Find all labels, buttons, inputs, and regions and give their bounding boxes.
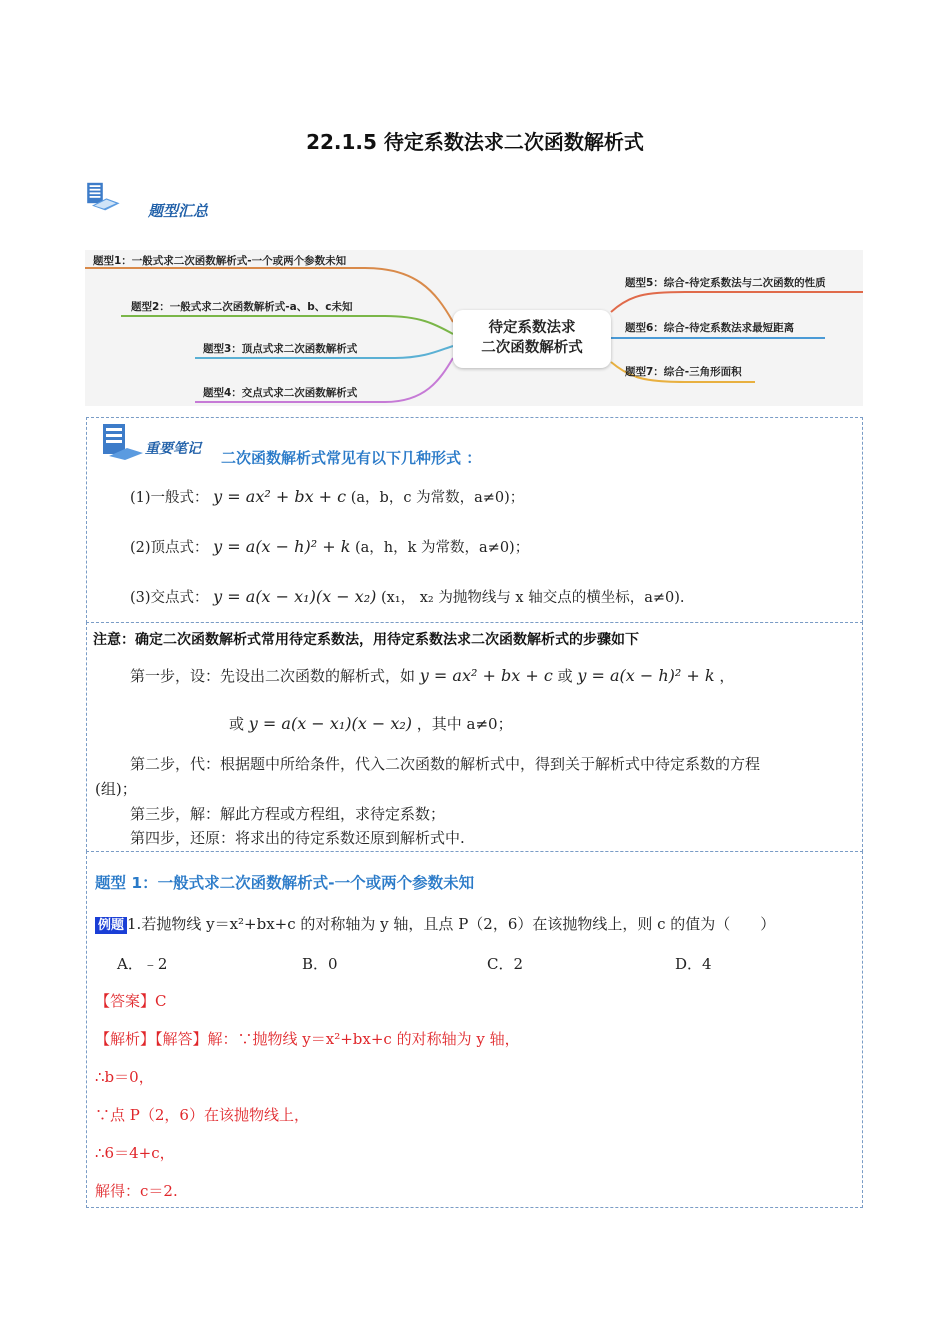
form-vertex-note: (a，h，k 为常数，a≠0)；	[355, 540, 530, 556]
step-1-cont	[229, 711, 513, 737]
option-a: A．﹣2	[117, 955, 168, 973]
mindmap-node-7: 题型7：综合-三角形面积	[625, 366, 742, 378]
mindmap-node-3: 题型3：顶点式求二次函数解析式	[203, 343, 358, 355]
step-1-expr3: y = a(x − x₁)(x − x₂)	[248, 714, 412, 733]
step-1-or: 或	[557, 667, 573, 685]
example-tag: 例题	[95, 917, 127, 934]
solution-line-5: 解得：c＝2.	[95, 1182, 178, 1200]
mindmap-node-5: 题型5：综合-待定系数法与二次函数的性质	[625, 277, 826, 289]
solution-line-1: 【解析】【解答】解：∵抛物线 y＝x²+bx+c 的对称轴为 y 轴，	[95, 1030, 520, 1048]
mindmap-node-1: 题型1：一般式求二次函数解析式-一个或两个参数未知	[93, 255, 347, 267]
step-1-expr1: y = ax² + bx + c	[419, 666, 553, 685]
section-box	[86, 851, 863, 1208]
notes-heading: 二次函数解析式常见有以下几种形式 ：	[221, 449, 482, 467]
mindmap-node-2: 题型2：一般式求二次函数解析式-a、b、c未知	[131, 301, 353, 313]
question	[95, 913, 775, 934]
summary-header-label: 题型汇总	[148, 202, 209, 220]
step-1-cont-end: ，其中 a≠0；	[416, 715, 513, 733]
notes-box	[86, 417, 863, 623]
mindmap	[85, 250, 863, 406]
mindmap-center-line2: 二次函数解析式	[481, 340, 583, 356]
notes-header-label: 重要笔记	[145, 441, 201, 457]
form-intercept	[130, 586, 685, 607]
solution-line-4: ∴6＝4+c，	[95, 1144, 175, 1162]
question-text: 1.若抛物线 y＝x²+bx+c 的对称轴为 y 轴，且点 P（2，6）在该抛物线上，则 c 的值为（ ）	[127, 915, 776, 933]
solution-line-2: ∴b＝0，	[95, 1068, 154, 1086]
step-4: 第四步，还原：将求出的待定系数还原到解析式中.	[130, 829, 465, 847]
step-1-text: 第一步，设：先设出二次函数的解析式，如	[130, 667, 416, 685]
step-3: 第三步，解：解此方程或方程组，求待定系数；	[130, 805, 446, 823]
step-1-expr2: y = a(x − h)² + k	[577, 666, 715, 685]
form-intercept-expr: y = a(x − x₁)(x − x₂)	[213, 587, 377, 606]
form-general-note: (a，b，c 为常数，a≠0)；	[350, 490, 525, 506]
form-vertex-expr: y = a(x − h)² + k	[213, 537, 351, 556]
page-title: 22.1.5 待定系数法求二次函数解析式	[306, 130, 644, 154]
form-general	[130, 486, 524, 507]
option-c: C．2	[487, 955, 524, 973]
form-vertex-label: (2)顶点式：	[130, 540, 209, 556]
mindmap-center-line1: 待定系数法求	[488, 320, 576, 336]
steps-note: 注意：确定二次函数解析式常用待定系数法，用待定系数法求二次函数解析式的步骤如下	[93, 632, 639, 648]
section-title: 题型 1：一般式求二次函数解析式-一个或两个参数未知	[95, 874, 475, 892]
mindmap-center	[453, 310, 611, 368]
book-stack-icon	[86, 176, 122, 216]
step-1-cont-or: 或	[229, 715, 245, 733]
step-2-cont: (组)；	[95, 780, 137, 798]
solution-line-3: ∵点 P（2，6）在该抛物线上，	[95, 1106, 309, 1124]
steps-box	[86, 622, 863, 852]
mindmap-node-4: 题型4：交点式求二次函数解析式	[203, 387, 358, 399]
step-1	[130, 663, 734, 689]
form-general-label: (1)一般式：	[130, 490, 209, 506]
step-1-end: ，	[719, 667, 735, 685]
summary-header	[86, 176, 209, 220]
step-2: 第二步，代：根据题中所给条件，代入二次函数的解析式中，得到关于解析式中待定系数的方程	[130, 755, 761, 773]
form-intercept-note: (x₁， x₂ 为抛物线与 x 轴交点的横坐标，a≠0).	[380, 590, 685, 606]
option-b: B．0	[302, 955, 338, 973]
form-vertex	[130, 536, 529, 557]
form-general-expr: y = ax² + bx + c	[213, 487, 347, 506]
form-intercept-label: (3)交点式：	[130, 590, 209, 606]
notebook-icon	[101, 422, 147, 460]
mindmap-node-6: 题型6：综合-待定系数法求最短距离	[625, 322, 795, 334]
answer: 【答案】C	[95, 992, 167, 1010]
option-d: D．4	[675, 955, 712, 973]
